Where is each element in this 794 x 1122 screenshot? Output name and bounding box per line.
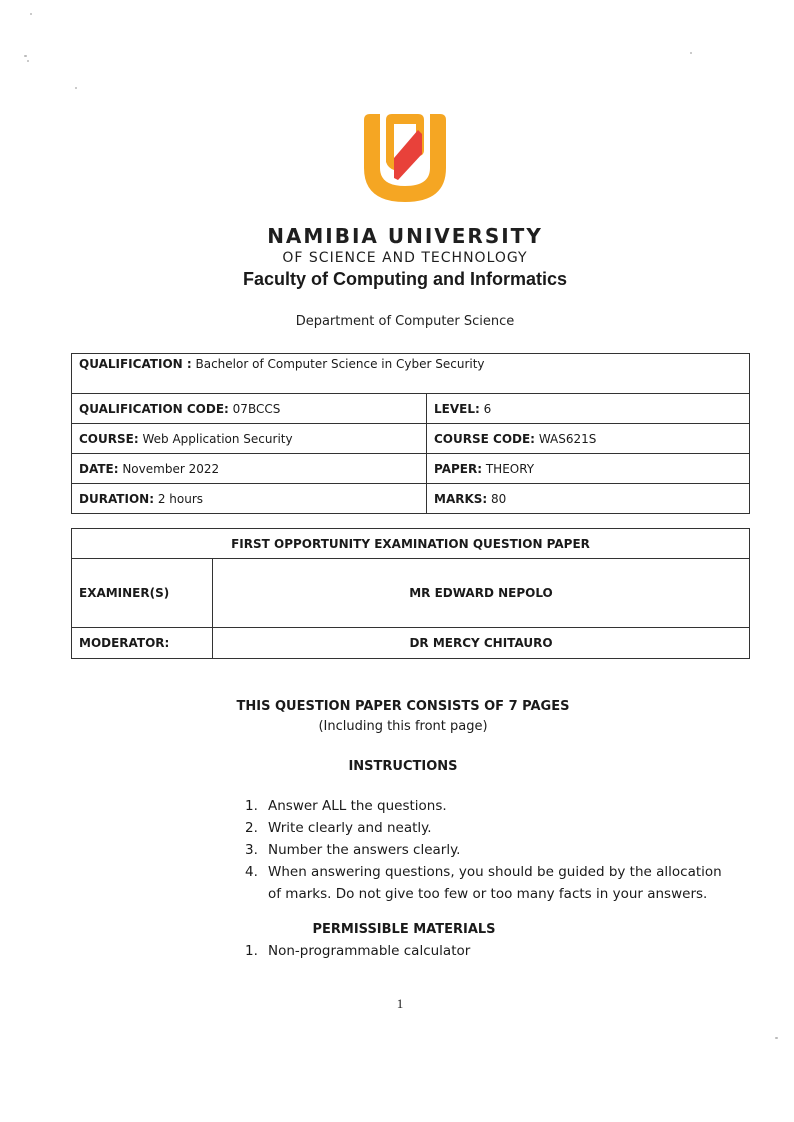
marks-label: MARKS: <box>434 491 488 506</box>
examiner-label: EXAMINER(S) <box>72 559 213 628</box>
table-row <box>72 529 750 559</box>
table-row <box>72 628 750 659</box>
duration-cell <box>72 484 427 514</box>
page-number: 1 <box>396 996 404 1011</box>
level-value: 6 <box>483 401 492 416</box>
course-code-label: COURSE CODE: <box>434 431 535 446</box>
list-item <box>245 839 725 861</box>
list-item-number: 1. <box>245 943 258 959</box>
paper-cell <box>427 454 750 484</box>
list-item-text: Non-programmable calculator <box>268 943 471 959</box>
duration-label: DURATION: <box>79 491 154 506</box>
list-item <box>245 861 725 905</box>
date-label: DATE: <box>79 461 119 476</box>
list-item-text: When answering questions, you should be guided by the allocation of marks. Do not give too few or too many facts in your answers. <box>268 864 722 902</box>
table-row <box>72 424 750 454</box>
examiner-value: MR EDWARD NEPOLO <box>213 559 750 628</box>
qualification-code-label: QUALIFICATION CODE: <box>79 401 229 416</box>
level-label: LEVEL: <box>434 401 480 416</box>
level-cell <box>427 394 750 424</box>
list-item-text: Answer ALL the questions. <box>268 798 447 814</box>
qualification-value: Bachelor of Computer Science in Cyber Security <box>195 357 485 371</box>
qualification-code-cell <box>72 394 427 424</box>
scan-speck <box>690 52 692 54</box>
instructions-list <box>245 795 725 905</box>
duration-value: 2 hours <box>157 491 204 506</box>
list-item-text: Number the answers clearly. <box>268 842 461 858</box>
qualification-info-table <box>71 353 750 514</box>
list-item <box>245 817 725 839</box>
table-row <box>72 394 750 424</box>
scan-speck <box>775 1037 778 1039</box>
list-item-text: Write clearly and neatly. <box>268 820 432 836</box>
table-row <box>72 484 750 514</box>
marks-value: 80 <box>491 491 507 506</box>
moderator-label: MODERATOR: <box>72 628 213 659</box>
list-item-number: 1. <box>245 798 258 814</box>
moderator-value: DR MERCY CHITAURO <box>213 628 750 659</box>
course-value: Web Application Security <box>142 431 293 446</box>
university-name: NAMIBIA UNIVERSITY <box>267 224 543 248</box>
course-code-value: WAS621S <box>538 431 597 446</box>
marks-cell <box>427 484 750 514</box>
table-row <box>72 559 750 628</box>
table-row <box>72 454 750 484</box>
materials-title: PERMISSIBLE MATERIALS <box>312 922 496 937</box>
scan-speck <box>27 60 29 62</box>
list-item-number: 3. <box>245 842 258 858</box>
list-item <box>245 940 725 962</box>
date-value: November 2022 <box>122 461 220 476</box>
qualification-code-value: 07BCCS <box>232 401 281 416</box>
exam-paper-title: FIRST OPPORTUNITY EXAMINATION QUESTION PAPER <box>72 529 750 559</box>
instructions-title: INSTRUCTIONS <box>348 759 458 774</box>
qualification-label: QUALIFICATION : <box>79 357 192 371</box>
university-logo <box>360 110 450 206</box>
course-cell <box>72 424 427 454</box>
list-item <box>245 795 725 817</box>
date-cell <box>72 454 427 484</box>
scan-speck <box>30 13 32 15</box>
scan-speck <box>75 87 77 89</box>
pages-note: THIS QUESTION PAPER CONSISTS OF 7 PAGES <box>236 699 570 714</box>
course-label: COURSE: <box>79 431 139 446</box>
university-subtitle: OF SCIENCE AND TECHNOLOGY <box>282 250 528 266</box>
faculty-title: Faculty of Computing and Informatics <box>242 269 567 289</box>
list-item-number: 4. <box>245 864 258 880</box>
list-item-number: 2. <box>245 820 258 836</box>
department-title: Department of Computer Science <box>295 314 515 329</box>
table-row <box>72 354 750 394</box>
examiner-table <box>71 528 750 659</box>
materials-list <box>245 940 725 962</box>
qualification-cell <box>72 354 750 394</box>
paper-value: THEORY <box>485 461 535 476</box>
paper-label: PAPER: <box>434 461 483 476</box>
course-code-cell <box>427 424 750 454</box>
scan-speck <box>24 55 27 57</box>
pages-note-sub: (Including this front page) <box>318 719 488 734</box>
